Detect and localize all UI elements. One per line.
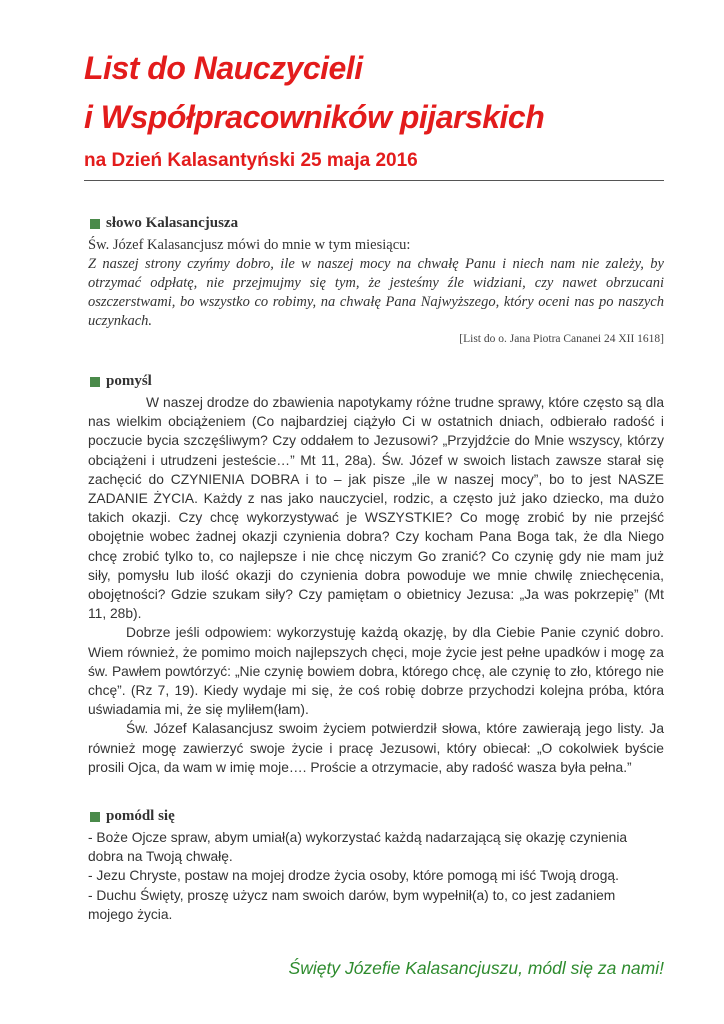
word-intro: Św. Józef Kalasancjusz mówi do mnie w tym miesiącu: [88, 237, 411, 253]
closing-invocation: Święty Józefie Kalasancjuszu, módl się za nami! [288, 958, 664, 978]
title-line-2: i Współpracowników pijarskich [84, 99, 545, 135]
square-bullet-icon [90, 377, 100, 387]
section-heading-pray-label: pomódl się [106, 808, 175, 824]
title-line-1: List do Nauczycieli [84, 50, 363, 86]
prayer-line-2: - Jezu Chryste, postaw na mojej drodze życia osoby, które pomogą mi iść Twoją drogą. [88, 868, 619, 884]
section-heading-think [90, 373, 152, 390]
header-divider [84, 180, 664, 181]
section-heading-word-label: słowo Kalasancjusza [106, 215, 239, 231]
think-paragraph-3: Św. Józef Kalasancjusz swoim życiem potwierdził słowa, które zawierają jego listy. Ja również mogę zawierzyć swoje życie i pracę Jezusowi, który obiecał: „O cokolwiek byście prosili Ojca, da wam w imię moje…. Proście a otrzymacie, aby radość wasza była pełna.” [88, 721, 664, 775]
think-paragraph-2: Dobrze jeśli odpowiem: wykorzystuję każdą okazję, by dla Ciebie Panie czynić dobro. Wiem również, że pomimo moich najlepszych chęci, moje życie jest pełne upadków i mogę za św. Pawłem powtórzyć: „Nie czynię bowiem dobra, którego chcę, ale czynię to zło, którego nie chcę”. (Rz 7, 19). Kiedy wydaje mi się, że coś robię dobrze przychodzi kolejna próba, która uświadamia mi, że się myliłem(łam). [88, 625, 664, 718]
square-bullet-icon [90, 812, 100, 822]
think-paragraph-1: W naszej drodze do zbawienia napotykamy różne trudne sprawy, które często są dla nas wielkim obciążeniem (Co najbardziej ciążyło Ci w ostatnich dniach, odbierało radość i poczucie bycia szczęśliwym? Czy oddałem to Jezusowi? „Przyjdźcie do Mnie wszyscy, którzy obciążeni i utrudzeni jesteście…” Mt 11, 28a). Św. Józef w swoich listach zawsze starał się zachęcić do CZYNIENIA DOBRA i to – jak pisze „ile w naszej mocy”, bo to jest NASZE ZADANIE ŻYCIA. Każdy z nas jako nauczyciel, rodzic, a często już jako dziecko, ma dużo takich okazji. Czy chcę wykorzystywać je WSZYSTKIE? Co mogę zrobić by nie przejść obojętnie wobec żadnej okazji czynienia dobra? Czy kocham Pana Boga tak, że dla Niego chcę zrobić tylko to, co najlepsze i nie chcę niczym Go zranić? Co czynię gdy nie mam już siły, pomysłu lub ilość okazji do czynienia dobra powoduje we mnie chwilę zniechęcenia, obojętności? Gdzie szukam siły? Czy pamiętam o obietnicy Jezusa: „Ja was pokrzepię” (Mt 11, 28b). [88, 395, 664, 622]
word-quote: Z naszej strony czyńmy dobro, ile w naszej mocy na chwałę Panu i niech nam nie zależy, by otrzymać odpłatę, nie przejmujmy się tym, że jesteśmy źle widziani, czy nawet obrzucani oszczerstwami, bo wszystko co robimy, na chwałę Pana Najwyższego, który oceni nas po naszych uczynkach. [88, 256, 664, 329]
subtitle: na Dzień Kalasantyński 25 maja 2016 [84, 150, 418, 171]
quote-source: [List do o. Jana Piotra Cananei 24 XII 1618] [459, 333, 664, 345]
section-heading-pray [90, 808, 175, 825]
prayer-block [88, 828, 664, 924]
word-block [88, 236, 664, 331]
think-block [88, 393, 664, 777]
prayer-line-1: - Boże Ojcze spraw, abym umiał(a) wykorzystać każdą nadarzającą się okazję czynienia dobra na Twoją chwałę. [88, 830, 628, 865]
section-heading-think-label: pomyśl [106, 373, 152, 389]
square-bullet-icon [90, 219, 100, 229]
section-heading-word [90, 215, 238, 232]
prayer-line-3: - Duchu Święty, proszę użycz nam swoich darów, bym wypełnił(a) to, co jest zadaniem mojego życia. [88, 887, 616, 922]
